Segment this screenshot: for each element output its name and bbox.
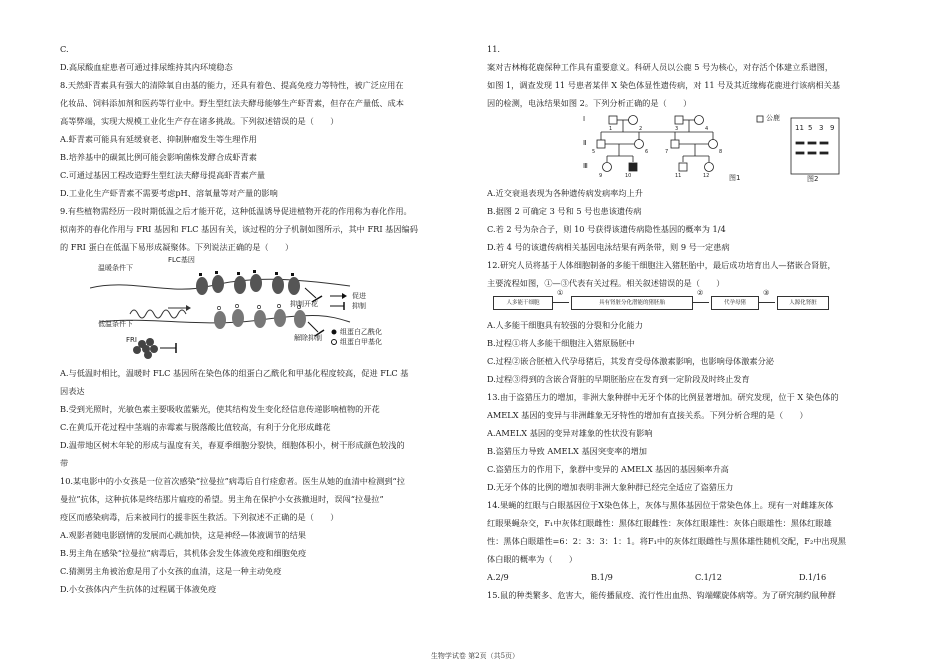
flow-box-label: 人多能干细胞 [506, 300, 540, 306]
gen-label-3: Ⅲ [583, 162, 588, 170]
q14-stem-1: 14.果蝇的红眼与白眼基因位于X染色体上，灰体与黑体基因位于常染色体上。现有一对雌雄灰体 [487, 500, 834, 510]
q10-option-b: B.男主角在感染“拉曼拉”病毒后，其机体会发生体液免疫和细胞免疫 [60, 548, 307, 558]
q8-stem-3: 高等弊端，实现大规模工业化生产存在诸多挑战。下列叙述错误的是（ ） [60, 116, 339, 126]
legend-acetylation: 组蛋白乙酰化 [340, 328, 382, 336]
q9-option-c: C.在黄瓜开花过程中茎端的赤霉素与脱落酸比值较高，有利于分化形成雌花 [60, 422, 331, 432]
q10-option-d: D.小女孩体内产生抗体的过程属于体液免疫 [60, 584, 217, 594]
label-inhibit-flowering: 抑制开花 [290, 300, 318, 308]
q12-stem-1: 12.研究人员将基于人体细胞制备的多能干细胞注入猪胚胎中，最后成功培育出人—猪嵌合肾脏， [487, 260, 836, 270]
gen-label-1: Ⅰ [583, 115, 586, 123]
q9-stem-3: 的 FRI 蛋白在低温下易形成凝聚体。下列说法正确的是（ ） [60, 242, 294, 252]
q13-option-b: B.盗猎压力导致 AMELX 基因突变率的增加 [487, 446, 647, 456]
flow-box-kidney [777, 296, 829, 310]
label-cold-condition: 低温条件下 [98, 320, 133, 328]
q11-option-b: B.据图 2 可确定 3 号和 5 号也患该遗传病 [487, 206, 642, 216]
right-column [487, 40, 905, 604]
q13-option-c: C.盗猎压力的作用下，象群中变异的 AMELX 基因的基因频率升高 [487, 464, 729, 474]
q11-option-d: D.若 4 号的该遗传病相关基因电泳结果有两条带，则 9 号一定患病 [487, 242, 730, 252]
legend-promote: 促进 [352, 292, 366, 300]
q11-option-c: C.若 2 号为杂合子，则 10 号获得该遗传病隐性基因的概率为 1/4 [487, 224, 726, 234]
q8-option-c: C.可通过基因工程改造野生型红法夫酵母提高虾青素产量 [60, 170, 266, 180]
flow-box-label: 人源化肾脏 [789, 300, 817, 306]
q13-stem-2: AMELX 基因的变异与非洲雌象无牙特性的增加有直接关系。下列分析合理的是（ ） [487, 410, 808, 420]
q9-option-b: B.受到光照时，光敏色素主要吸收蓝紫光，使其结构发生变化经信息传递影响植物的开花 [60, 404, 380, 414]
page-footer: 生物学试卷 第2页（共5页） [430, 652, 520, 660]
fig2-caption: 图2 [807, 175, 819, 183]
q14-option-b: B.1/9 [591, 572, 613, 582]
q9-option-a-2: 因表达 [60, 386, 85, 396]
q14-stem-3: 性：黑体白眼雄性=6：2：3：3：1：1。将F₁中的灰体红眼雌性与黑体雄性随机交配，F₂中出现黑 [487, 536, 846, 546]
q14-option-c: C.1/12 [695, 572, 722, 582]
legend-male-deer: 公鹿 [766, 114, 780, 122]
q12-flow-diagram [493, 289, 903, 316]
q15-stem-1: 15.鼠的种类繁多、危害大，能传播鼠疫、流行性出血热、钩端螺旋体病等。为了研究制约鼠种群 [487, 590, 836, 600]
q14-options-row [487, 568, 905, 586]
label-fri: FRI [126, 336, 137, 344]
gen-label-2: Ⅱ [583, 139, 587, 147]
q14-option-a: A.2/9 [487, 572, 509, 582]
q12-option-c: C.过程②嵌合胚植入代孕母猪后，其发育受母体激素影响，也影响母体激素分泌 [487, 356, 774, 366]
q14-option-d: D.1/16 [799, 572, 827, 582]
q11-stem-3: 因的检测，电泳结果如图 2。下列分析正确的是（ ） [487, 98, 692, 108]
q11-pedigree-figure [579, 112, 879, 184]
gel-lane-label: 5 [808, 124, 813, 132]
individual-label: 8 [719, 149, 723, 155]
individual-label: 3 [675, 126, 679, 132]
q14-stem-4: 体白眼的概率为（ ） [487, 554, 578, 564]
individual-label: 10 [625, 173, 632, 179]
q11-stem-1: 案对吉林梅花鹿保种工作具有重要意义。科研人员以公鹿 5 号为核心，对存活个体建立系谱图， [487, 62, 834, 72]
q9-stem-2: 拟南芥的春化作用与 FRI 基因和 FLC 基因有关，该过程的分子机制如图所示，其中 FRI 基因编码 [60, 224, 418, 234]
gel-lane-label: 3 [819, 124, 824, 132]
flow-box-label: 具有肾脏分化潜能的猪胚胎 [598, 300, 665, 306]
flow-box-label: 代孕母猪 [723, 300, 746, 306]
q7-option-d: D.高尿酸血症患者可通过排尿维持其内环境稳态 [60, 62, 233, 72]
individual-label: 7 [665, 149, 669, 155]
flow-arrow [759, 302, 775, 303]
gel-lane-label: 11 [795, 124, 804, 132]
q8-stem-2: 化妆品、饲料添加剂和医药等行业中。野生型红法夫酵母能够生产虾青素，但存在产量低、成本 [60, 98, 404, 108]
q13-option-a: A.AMELX 基因的变异对雄象的性状没有影响 [487, 428, 653, 438]
individual-label: 4 [705, 126, 709, 132]
q14-stem-2: 红眼果蝇杂交，F₁中灰体红眼雌性：黑体红眼雌性：灰体红眼雄性：灰体白眼雄性：黑体红眼雄 [487, 518, 832, 528]
label-relieve-inhibition: 解除抑制 [294, 334, 322, 342]
q9-vernalization-figure [90, 256, 390, 364]
q8-option-d: D.工业化生产虾青素不需要考虑pH、溶氧量等对产量的影响 [60, 188, 278, 198]
flow-step-3: ③ [763, 289, 770, 297]
gel-lane-labels [793, 124, 839, 133]
legend-inhibit: 抑制 [352, 302, 366, 310]
flow-arrow [553, 302, 569, 303]
individual-label: 11 [675, 173, 682, 179]
individual-label: 5 [592, 149, 596, 155]
individual-label: 12 [703, 173, 710, 179]
individual-label: 1 [609, 126, 613, 132]
flow-box-surrogate [711, 296, 759, 310]
flow-box-pig-embryo [571, 296, 693, 310]
individual-label: 2 [639, 126, 643, 132]
q11-option-a: A.近交衰退表现为各种遗传病发病率均上升 [487, 188, 643, 198]
q10-option-c: C.猜测男主角被治愈是用了小女孩的血清，这是一种主动免疫 [60, 566, 282, 576]
q13-option-d: D.无牙个体的比例的增加表明非洲大象种群已经完全适应了盗猎压力 [487, 482, 734, 492]
q8-option-a: A.虾青素可能具有延缓衰老、抑制肿瘤发生等生理作用 [60, 134, 257, 144]
q12-option-a: A.人多能干细胞具有较强的分裂和分化能力 [487, 320, 643, 330]
q8-option-b: B.培养基中的碳氮比例可能会影响菌株发酵合成虾青素 [60, 152, 257, 162]
q11-number: 11. [487, 44, 501, 54]
q8-stem-1: 8.天然虾青素具有强大的清除氧自由基的能力，还具有着色、提高免疫力等特性，被广泛应用在 [60, 80, 404, 90]
legend-methylation: 组蛋白甲基化 [340, 338, 382, 346]
q9-stem-1: 9.有些植物需经历一段时期低温之后才能开花，这种低温诱导促进植物开花的作用称为春化作用。 [60, 206, 412, 216]
vernalization-diagram [90, 256, 390, 364]
q7-option-c: C. [60, 44, 69, 54]
flow-arrow [693, 302, 709, 303]
q13-stem-1: 13.由于盗猎压力的增加，非洲大象种群中无牙个体的比例显著增加。研究发现，位于 X 染色体的 [487, 392, 839, 402]
individual-label: 6 [645, 149, 649, 155]
q12-stem-2: 主要流程如图，①—③代表有关过程。相关叙述错误的是（ ） [487, 278, 725, 288]
gel-lane-label: 9 [830, 124, 835, 132]
individual-label: 9 [599, 173, 603, 179]
q9-option-d-1: D.温带地区树木年轮的形成与温度有关，春夏季细胞分裂快，细胞体积小，树干形成颜色较浅的 [60, 440, 405, 450]
q10-stem-2: 曼拉”抗体，这种抗体是终结那片瘟疫的希望。男主角在保护小女孩撤退时，误闯“拉曼拉” [60, 494, 384, 504]
q9-option-a-1: A.与低温时相比，温暖时 FLC 基因所在染色体的组蛋白乙酰化和甲基化程度较高，促进 FLC 基 [60, 368, 409, 378]
q9-option-d-2: 带 [60, 458, 69, 468]
q12-option-b: B.过程①将人多能干细胞注入猪原肠胚中 [487, 338, 635, 348]
q10-stem-1: 10.某电影中的小女孩是一位首次感染“拉曼拉”病毒后自行痊愈者。医生从她的血清中检测到“拉 [60, 476, 405, 486]
flow-step-1: ① [557, 289, 564, 297]
flow-box-stem-cell [493, 296, 553, 310]
q12-option-d: D.过程③得到的含嵌合肾脏的早期胚胎应在发育到一定阶段及时终止发育 [487, 374, 750, 384]
q11-stem-2: 如图 1，调查发现 11 号患者某伴 X 染色体显性遗传病，对 11 号及其近缘梅花鹿进行该病相关基 [487, 80, 841, 90]
flow-step-2: ② [697, 289, 704, 297]
left-column [60, 40, 478, 598]
label-flc-gene: FLC基因 [168, 256, 195, 264]
q10-stem-3: 疫区而感染病毒，后来被同行的援非医生救活。下列叙述不正确的是（ ） [60, 512, 339, 522]
fig1-caption: 图1 [729, 174, 741, 182]
q10-option-a: A.观影者随电影剧情的发展而心跳加快，这是神经—体液调节的结果 [60, 530, 306, 540]
label-warm-condition: 温暖条件下 [98, 264, 133, 272]
